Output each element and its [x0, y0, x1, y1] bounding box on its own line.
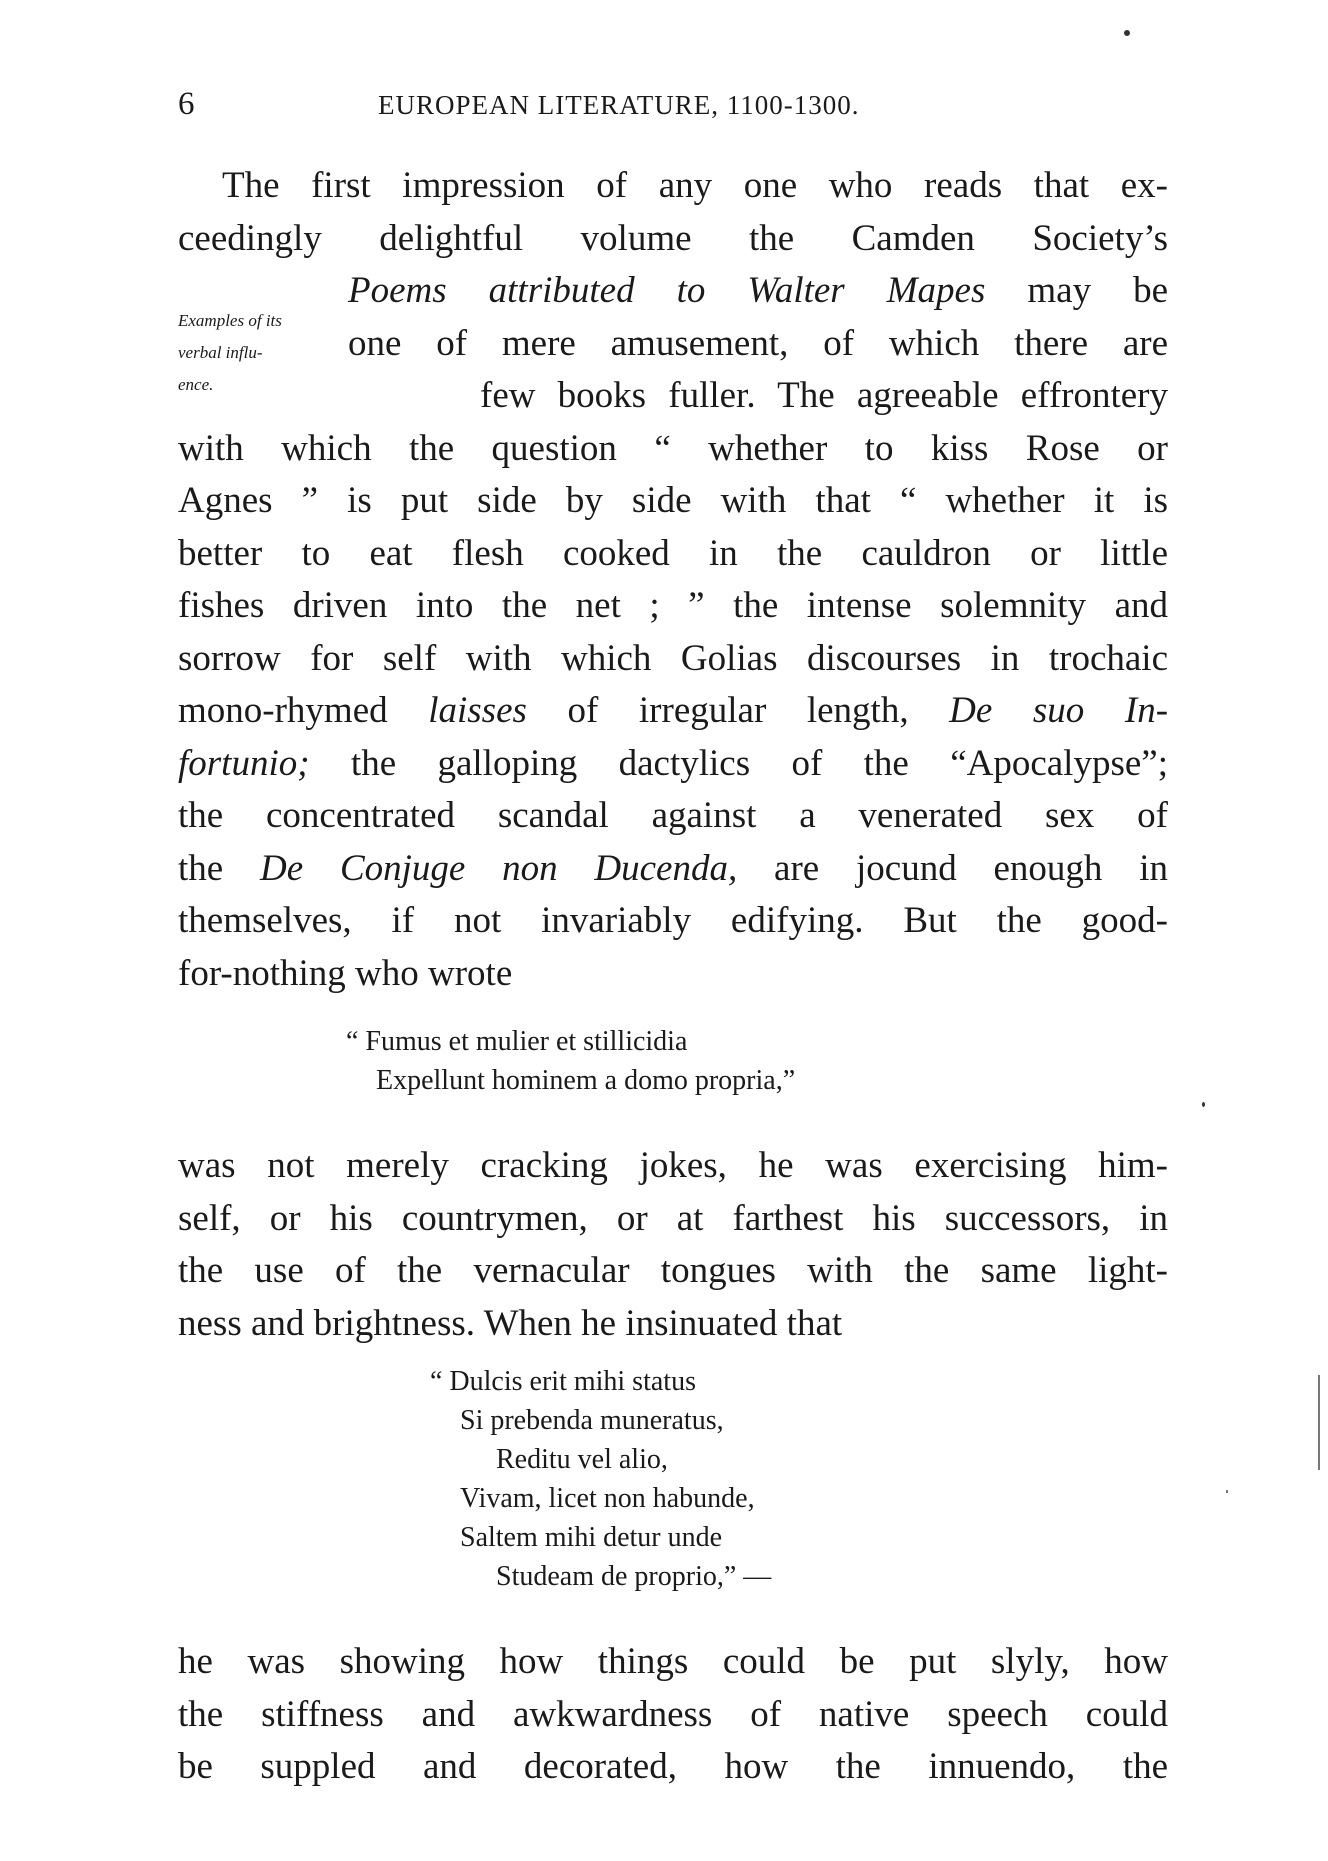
text-line: ness and brightness. When he insinuated that	[178, 1302, 843, 1344]
verse-quote-1	[346, 1022, 795, 1100]
verse-line: Saltem mihi detur unde	[460, 1522, 723, 1553]
text-run: are jocund enough in	[737, 847, 1168, 889]
running-head	[178, 86, 1168, 126]
verse-line: Si prebenda muneratus,	[460, 1405, 724, 1436]
text-line: was not merely cracking jokes, he was exercising him-	[178, 1145, 1168, 1186]
verse-line: Expellunt hominem a domo propria,”	[376, 1065, 796, 1096]
text-line: few books fuller. The agreeable effrontery	[480, 375, 1168, 416]
paragraph-1	[178, 160, 1168, 1000]
text-run: the galloping dactylics of the “Apocalypse”;	[309, 742, 1168, 784]
text-line	[178, 685, 1168, 738]
verse-line: Reditu vel alio,	[496, 1444, 668, 1475]
italic-title: De Conjuge non Ducenda,	[260, 847, 738, 889]
margin-note-line: ence.	[178, 375, 214, 394]
text-line	[178, 843, 1168, 896]
text-line: one of mere amusement, of which there are	[348, 322, 1168, 364]
scan-speck	[1226, 1490, 1228, 1493]
text-line	[348, 265, 1168, 318]
text-line: the concentrated scandal against a venerated sex of	[178, 795, 1168, 836]
italic-title: fortunio;	[178, 742, 310, 784]
text-line: fishes driven into the net ; ” the intense solemnity and	[178, 585, 1168, 626]
scan-edge-mark	[1318, 1375, 1320, 1470]
text-line: with which the question “ whether to kiss Rose or	[178, 427, 1168, 469]
text-line: The first impression of any one who reads that ex-	[222, 165, 1168, 206]
verse-line: Vivam, licet non habunde,	[460, 1483, 755, 1514]
italic-term: laisses	[428, 690, 527, 731]
text-run: mono-rhymed	[178, 690, 429, 731]
text-line	[178, 738, 1168, 791]
text-line: the stiffness and awkwardness of native speech could	[178, 1693, 1168, 1735]
text-line: he was showing how things could be put slyly, how	[178, 1641, 1168, 1682]
scan-speck	[1124, 30, 1130, 36]
text-line: be suppled and decorated, how the innuendo, the	[178, 1746, 1168, 1787]
text-run: the	[178, 847, 260, 889]
text-line: sorrow for self with which Golias discourses in trochaic	[178, 637, 1168, 679]
italic-title: De suo In-	[949, 690, 1169, 731]
margin-note-line: Examples of its	[178, 311, 282, 330]
text-line: better to eat flesh cooked in the cauldron or little	[178, 532, 1168, 574]
text-run: of irregular length,	[526, 690, 950, 731]
scan-speck	[1202, 1102, 1205, 1107]
text-line: Agnes ” is put side by side with that “ whether it is	[178, 480, 1168, 521]
paragraph-3	[178, 1636, 1168, 1794]
verse-line: Studeam de proprio,” —	[496, 1561, 772, 1592]
running-title: EUROPEAN LITERATURE, 1100-1300.	[378, 90, 860, 120]
text-line: self, or his countrymen, or at farthest his successors, in	[178, 1197, 1168, 1239]
text-run: may be	[985, 270, 1169, 311]
page-number: 6	[178, 86, 195, 122]
italic-title: Poems attributed to Walter Mapes	[348, 270, 986, 311]
margin-note-line: verbal influ-	[178, 343, 263, 362]
text-line: ceedingly delightful volume the Camden Society’s	[178, 217, 1168, 259]
text-line: themselves, if not invariably edifying. But the good-	[178, 900, 1168, 941]
text-line: for-nothing who wrote	[178, 952, 513, 994]
text-line: the use of the vernacular tongues with the same light-	[178, 1250, 1168, 1291]
verse-line: “ Fumus et mulier et stillicidia	[346, 1026, 688, 1057]
verse-line: “ Dulcis erit mihi status	[430, 1366, 696, 1397]
verse-quote-2	[430, 1362, 771, 1596]
paragraph-2	[178, 1140, 1168, 1350]
